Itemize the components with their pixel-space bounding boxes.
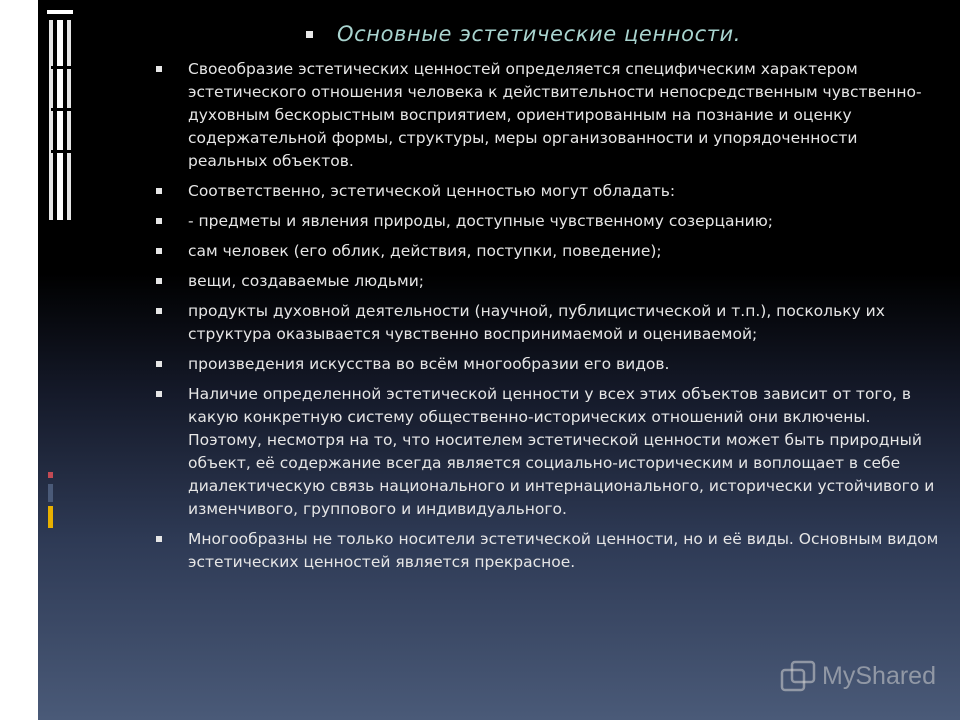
deco-bar [48,472,53,478]
bullet-list [150,58,940,574]
title-row [306,18,741,50]
deco-bar [51,150,71,153]
deco-bar [47,10,73,14]
bullet-icon [156,536,162,542]
list-item [150,180,940,203]
list-item-text: - предметы и явления природы, доступные чувственному созерцанию; [188,212,773,230]
list-item-text: Соответственно, эстетической ценностью могут обладать: [188,182,676,200]
left-margin [0,0,38,720]
deco-bar [49,20,53,220]
bullet-icon [156,391,162,397]
list-item-text: Многообразны не только носители эстетической ценности, но и её виды. Основным видом эстетических ценностей является прекрасное. [188,530,939,571]
bullet-icon [156,188,162,194]
slide [38,0,960,720]
list-item [150,383,940,521]
deco-bar [51,66,71,69]
watermark-text: MyShared [822,661,936,690]
bullet-icon [156,278,162,284]
deco-bar [67,20,71,220]
list-item [150,210,940,233]
decorative-bars [38,0,78,720]
watermark [780,660,936,692]
list-item [150,240,940,263]
bullet-icon [156,218,162,224]
bullet-icon [156,66,162,72]
slide-title: Основные эстетические ценности. [337,22,742,46]
list-item-text: сам человек (его облик, действия, поступки, поведение); [188,242,662,260]
deco-bar [48,506,53,528]
list-item [150,270,940,293]
list-item-text: Наличие определенной эстетической ценности у всех этих объектов зависит от того, в какую конкретную систему общественно-исторических отношений они включены. Поэтому, несмотря на то, что носителем эстетической ценности может быть природный объект, её содержание всегда является социально-историческим и воплощает в себе диалектическую связь национального и интернационального, исторически устойчивого и изменчивого, группового и индивидуального. [188,385,935,518]
list-item-text: продукты духовной деятельности (научной, публицистической и т.п.), поскольку их структура оказывается чувственно воспринимаемой и оцениваемой; [188,302,885,343]
list-item [150,528,940,574]
bullet-icon [156,361,162,367]
list-item [150,300,940,346]
deco-bar [48,484,53,502]
bullet-icon [156,248,162,254]
title-bullet-icon [306,31,313,38]
list-item [150,353,940,376]
bullet-icon [156,308,162,314]
list-item-text: Своеобразие эстетических ценностей определяется специфическим характером эстетического отношения человека к действительности непосредственным чувственно-духовным бескорыстным восприятием, ориентированным на познание и оценку содержательной формы, структуры, меры организованности и упорядоченности реальных объектов. [188,60,922,170]
deco-bar [57,20,63,220]
myshared-logo-icon [780,660,816,692]
list-item [150,58,940,173]
list-item-text: вещи, создаваемые людьми; [188,272,425,290]
list-item-text: произведения искусства во всём многообразии его видов. [188,355,670,373]
deco-bar [51,108,71,111]
